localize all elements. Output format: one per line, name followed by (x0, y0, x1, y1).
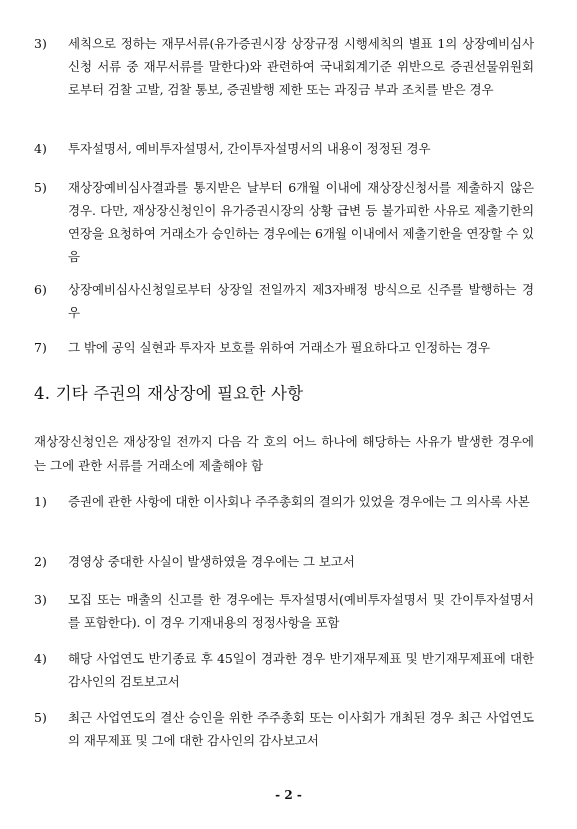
list-item-text: 투자설명서, 예비투자설명서, 간이투자설명서의 내용이 정정된 경우 (68, 141, 431, 156)
list-item-number: 4) (34, 651, 47, 666)
list-item-number: 5) (34, 180, 47, 195)
list-item-number: 1) (34, 494, 47, 509)
list-item-number: 7) (34, 340, 47, 355)
list-item-number: 6) (34, 282, 47, 297)
list-item-text: 그 밖에 공익 실현과 투자자 보호를 위하여 거래소가 필요하다고 인정하는 경우 (68, 340, 490, 355)
list-item (34, 490, 534, 513)
section-title: 4. 기타 주권의 재상장에 필요한 사항 (34, 384, 304, 403)
list-item-text: 최근 사업연도의 결산 승인을 위한 주주총회 또는 이사회가 개최된 경우 최근 사업연도의 재무제표 및 그에 대한 감사인의 감사보고서 (68, 710, 534, 748)
list-item (34, 336, 534, 359)
list-item-text: 경영상 중대한 사실이 발생하였을 경우에는 그 보고서 (68, 554, 355, 569)
list-item-text: 모집 또는 매출의 신고를 한 경우에는 투자설명서(예비투자설명서 및 간이투자설명서를 포함한다). 이 경우 기재내용의 정정사항을 포함 (68, 592, 534, 630)
list-item-number: 4) (34, 141, 47, 156)
list-item (34, 550, 534, 573)
list-item-text: 증권에 관한 사항에 대한 이사회나 주주총회의 결의가 있었을 경우에는 그 의사록 사본 (68, 494, 530, 509)
list-item-number: 3) (34, 592, 47, 607)
list-item-text: 상장예비심사신청일로부터 상장일 전일까지 제3자배정 방식으로 신주를 발행하는 경우 (68, 282, 534, 320)
list-item-text: 해당 사업연도 반기종료 후 45일이 경과한 경우 반기재무제표 및 반기재무제표에 대한 감사인의 검토보고서 (68, 651, 534, 689)
list-item-text: 세칙으로 정하는 재무서류(유가증권시장 상장규정 시행세칙의 별표 1의 상장예비심사 신청 서류 중 재무서류를 말한다)와 관련하여 국내회계기준 위반으로 증권선물위원회로부터 검찰 고발, 검찰 통보, 증권발행 제한 또는 과징금 부과 조치를 받은 경우 (68, 36, 534, 97)
list-item (34, 176, 534, 268)
list-item-number: 5) (34, 710, 47, 725)
list-item (34, 137, 534, 160)
list-item-number: 3) (34, 36, 47, 51)
list-item-text: 재상장예비심사결과를 통지받은 날부터 6개월 이내에 재상장신청서를 제출하지 않은 경우. 다만, 재상장신청인이 유가증권시장의 상황 급변 등 불가피한 사유로 제출기한의 연장을 요청하여 거래소가 승인하는 경우에는 6개월 이내에서 제출기한을 연장할 수 있음 (68, 180, 534, 264)
list-item (34, 588, 534, 634)
list-item (34, 278, 534, 324)
page-number: - 2 - (275, 788, 302, 802)
intro-paragraph: 재상장신청인은 재상장일 전까지 다음 각 호의 어느 하나에 해당하는 사유가 발생한 경우에는 그에 관한 서류를 거래소에 제출해야 함 (34, 434, 534, 473)
list-item (34, 32, 534, 101)
list-item (34, 647, 534, 693)
list-item-number: 2) (34, 554, 47, 569)
list-item (34, 706, 534, 752)
